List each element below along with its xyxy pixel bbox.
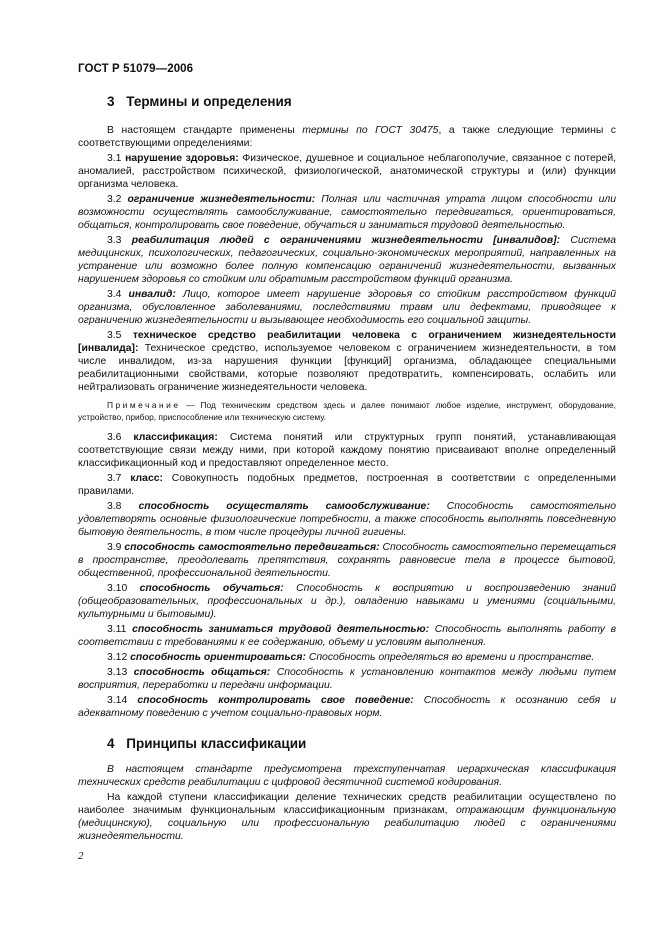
definition-3-5: 3.5 техническое средство реабилитации человека с ограничением жизнедеятельности [инвалида]: Техническое средство, используемое человеком с ограничением жизнедеятельности, в том числе инвалидом, из-за нарушения функции [функций] организма, обладающее специальными реабилитационными свойствами, которые позволяют предотвратить, компенсировать, ослабить или нейтрализовать ограничение жизнедеятельности человека.: [78, 330, 617, 393]
note-3-5: Примечание — Под техническим средством здесь и далее понимают любое изделие, инструмент, оборудование, устройство, прибор, приспособление или техническую систему.: [78, 400, 616, 422]
definition-3-6: 3.6 классификация: Система понятий или структурных групп понятий, устанавливающая соответствующие связи между ними, при которой каждому понятию присваивают вполне определенный классификационный код и предоставляют определенное место.: [78, 432, 617, 469]
definition-3-12: 3.12 способность ориентироваться: Способность определяться во времени и пространстве.: [107, 652, 595, 663]
definition-3-14: 3.14 способность контролировать свое поведение: Способность к осознанию себя и адекватному поведению с учетом социально-правовых норм.: [78, 695, 616, 719]
definition-3-8: 3.8 способность осуществлять самообслуживание: Способность самостоятельно удовлетворять основные физиологические потребности, а также способность выполнять повседневную бытовую деятельность, в том числе процедуры личной гигиены.: [78, 501, 617, 538]
section-4-heading: [107, 736, 306, 751]
section-3-title: Термины и определения: [126, 94, 292, 109]
definition-3-7: 3.7 класс: Совокупность подобных предметов, построенная в соответствии с определенными правилами.: [78, 473, 617, 497]
section-4-title: Принципы классификации: [126, 736, 307, 751]
section-4-paragraph-2: На каждой ступени классификации деление технических средств реабилитации осуществлено по наиболее значимым функциональным классификационным признакам, отражающим функциональную (медицинскую), социальную или профессиональную реабилитацию людей с ограничениями жизнедеятельности.: [78, 792, 616, 842]
definition-3-11: 3.11 способность заниматься трудовой деятельностью: Способность выполнять работу в соответствии с требованиями к ее содержанию, объему и условиям выполнения.: [78, 624, 616, 648]
section-4-paragraph-1: В настоящем стандарте предусмотрена трехступенчатая иерархическая классификация технических средств реабилитации с цифровой десятичной системой кодирования.: [78, 764, 616, 788]
section-3-body: [78, 124, 616, 720]
section-3-number: 3: [107, 94, 115, 109]
section-4-body: [78, 763, 616, 843]
document-code-header: ГОСТ Р 51079—2006: [78, 63, 194, 75]
page-number: 2: [78, 850, 84, 862]
section-3-heading: [107, 94, 292, 109]
definition-3-2: 3.2 ограничение жизнедеятельности: Полная или частичная утрата лицом способности или возможности осуществлять самообслуживание, самостоятельно передвигаться, ориентироваться, общаться, контролировать свое поведение, обучаться и заниматься трудовой деятельностью.: [78, 194, 616, 231]
definition-3-1: 3.1 нарушение здоровья: Физическое, душевное и социальное неблагополучие, связанное с потерей, аномалией, расстройством психической, физиологической, анатомической структуры и (или) функции организма человека.: [78, 153, 617, 190]
section-4-number: 4: [107, 736, 115, 751]
section-3-intro: В настоящем стандарте применены термины по ГОСТ 30475, а также следующие термины с соответствующими определениями:: [78, 125, 617, 149]
definition-3-3: 3.3 реабилитация людей с ограничениями жизнедеятельности [инвалидов]: Система медицинских, психологических, педагогических, социально-экономических мероприятий, направленных на устранение или возможно более полную компенсацию ограничений жизнедеятельности, вызванных нарушением здоровья со стойким или обратимым расстройством функций организма.: [78, 235, 617, 285]
definition-3-4: 3.4 инвалид: Лицо, которое имеет нарушение здоровья со стойким расстройством функций организма, обусловленное заболеваниями, последствиями травм или дефектами, приводящее к ограничению жизнедеятельности и вызывающее необходимость его социальной защиты.: [78, 289, 617, 326]
gost-reference: термины по ГОСТ 30475: [302, 125, 439, 136]
definition-3-9: 3.9 способность самостоятельно передвигаться: Способность самостоятельно перемещаться в пространстве, преодолевать препятствия, сохранять равновесие тела в процессе бытовой, общественной, профессиональной деятельности.: [78, 542, 616, 579]
note-label: Примечание: [107, 400, 181, 410]
definition-3-10: 3.10 способность обучаться: Способность к восприятию и воспроизведению знаний (общеобразовательных, профессиональных и др.), овладению навыками и умениями (социальными, культурными и бытовыми).: [78, 583, 616, 620]
definition-3-13: 3.13 способность общаться: Способность к установлению контактов между людьми путем восприятия, переработки и передачи информации.: [78, 667, 617, 691]
